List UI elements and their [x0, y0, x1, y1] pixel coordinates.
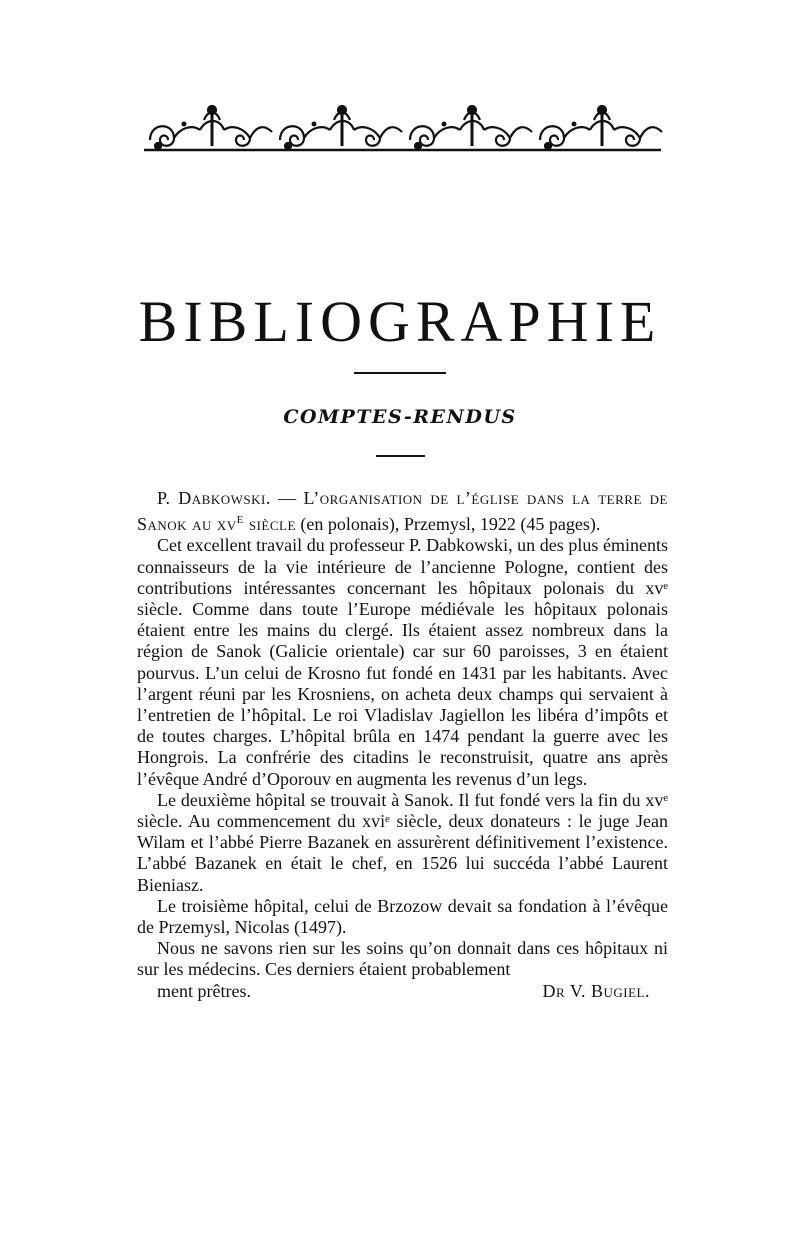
- review-details: (en polonais), Przemysl, 1922 (45 pages).: [295, 514, 601, 535]
- work-title-part-2: siècle: [243, 514, 296, 535]
- reference-dash: —: [270, 488, 304, 508]
- review-paragraph: Le troisième hôpital, celui de Brzozow devait sa fondation à l’évêque de Przemysl, Nicolas (1497).: [137, 895, 668, 938]
- closing-words: ment prêtres.: [157, 980, 251, 1001]
- title-divider: [354, 372, 446, 374]
- floral-scroll-ornament-icon: [140, 100, 665, 162]
- work-title-superscript: e: [236, 511, 244, 528]
- reviewer-signature: Dr V. Bugiel.: [542, 980, 650, 1001]
- review-reference: [137, 488, 668, 535]
- work-title-part-1: L’organisation de l’église dans la terre de Sanok au xv: [137, 488, 669, 535]
- page-title: BIBLIOGRAPHIE: [138, 289, 662, 354]
- review-paragraph: Cet excellent travail du professeur P. Dabkowski, un des plus éminents connaisseurs de la vie intérieure de l’ancienne Pologne, contient des contributions intéressantes concernant les hôpitaux polonais du xvᵉ siècle. Comme dans toute l’Europe médiévale les hôpitaux polonais étaient entre les mains du clergé. Ils étaient assez nombreux dans la région de Sanok (Galicie orientale) car sur 60 paroisses, 3 en étaient pourvus. L’un celui de Krosno fut fondé en 1431 par les habitants. Avec l’argent réuni par les Krosniens, on acheta deux champs qui servaient à l’entretien de l’hôpital. Le roi Vladislav Jagiellon les libéra d’impôts et de toutes charges. L’hôpital brûla en 1474 pendant la guerre avec les Hongrois. La confrérie des citadins le reconstruisit, quatre ans après l’évêque André d’Oporouv en augmenta les revenus d’un legs.: [137, 535, 668, 789]
- section-subtitle: COMPTES-RENDUS: [283, 406, 517, 428]
- review-author: P. Dabkowski.: [157, 488, 271, 508]
- review-body: [137, 488, 668, 1002]
- closing-line: [137, 981, 668, 1002]
- review-paragraph: Le deuxième hôpital se trouvait à Sanok. Il fut fondé vers la fin du xvᵉ siècle. Au commencement du xviᵉ siècle, deux donateurs : le juge Jean Wilam et l’abbé Pierre Bazanek en assurèrent définitivement l’existence. L’abbé Bazanek en était le chef, en 1526 lui succéda l’abbé Laurent Bieniasz.: [137, 789, 668, 895]
- subtitle-divider: [376, 455, 425, 457]
- review-paragraph-last: Nous ne savons rien sur les soins qu’on donnait dans ces hôpitaux ni sur les médecins. Ces derniers étaient probablement: [137, 938, 668, 980]
